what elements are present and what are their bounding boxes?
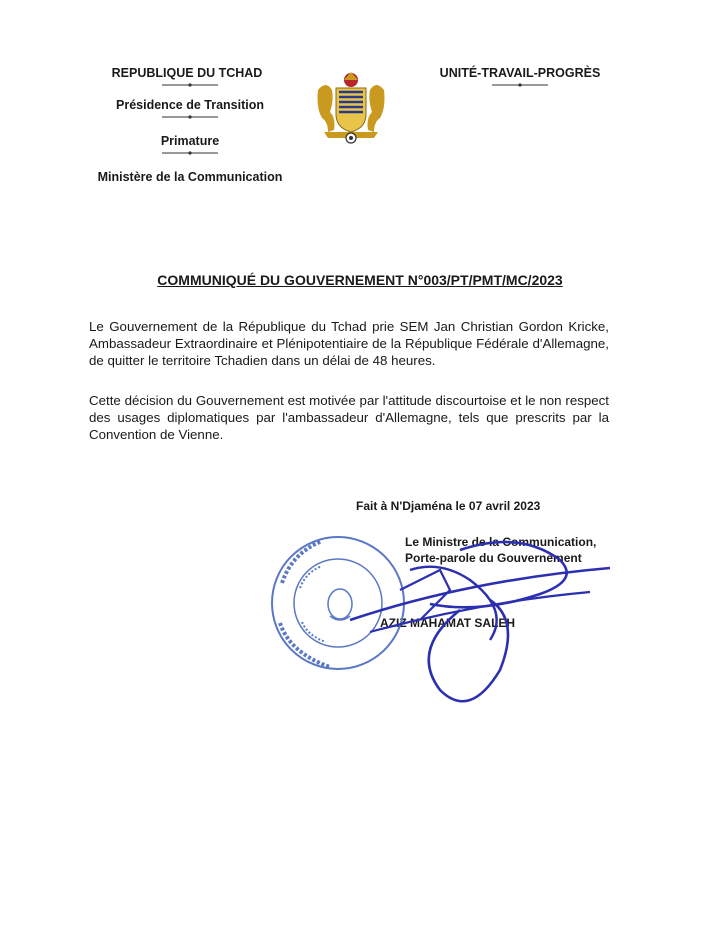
body-paragraph-1: Le Gouvernement de la République du Tchad prie SEM Jan Christian Gordon Kricke, Ambassadeur Extraordinaire et Plénipotentiaire de la République Fédérale d'Allemagne, de quitter le territoire Tchadien dans un délai de 48 heures.	[89, 319, 609, 368]
body-paragraph-2: Cette décision du Gouvernement est motivée par l'attitude discourtoise et le non respect des usages diplomatiques par l'ambassadeur d'Allemagne, tels que prescrits par la Convention de Vienne.	[89, 393, 609, 442]
document-title-text: COMMUNIQUÉ DU GOUVERNEMENT N°003/PT/PMT/MC/2023	[157, 272, 563, 288]
country-name: REPUBLIQUE DU TCHAD	[111, 66, 263, 80]
ornament-divider-icon	[160, 82, 220, 88]
handwritten-signature-icon	[310, 520, 610, 720]
ministry-name: Ministère de la Communication	[97, 170, 283, 184]
header-left	[70, 66, 310, 184]
header-right	[420, 66, 620, 88]
signatory-role: Le Ministre de la Communication,	[405, 535, 597, 549]
ornament-divider-icon	[160, 114, 220, 120]
ornament-divider-icon	[490, 82, 550, 88]
primature-name: Primature	[160, 134, 220, 148]
presidency-name: Présidence de Transition	[116, 98, 264, 112]
ornament-divider-icon	[160, 150, 220, 156]
motto: UNITÉ-TRAVAIL-PROGRÈS	[439, 66, 601, 80]
coat-of-arms-icon	[312, 70, 390, 146]
document-title	[0, 272, 720, 288]
signatory-name: AZIZ MAHAMAT SALEH	[380, 616, 516, 630]
signatory-role-2: Porte-parole du Gouvernement	[405, 551, 582, 565]
place-and-date: Fait à N'Djaména le 07 avril 2023	[356, 499, 541, 513]
